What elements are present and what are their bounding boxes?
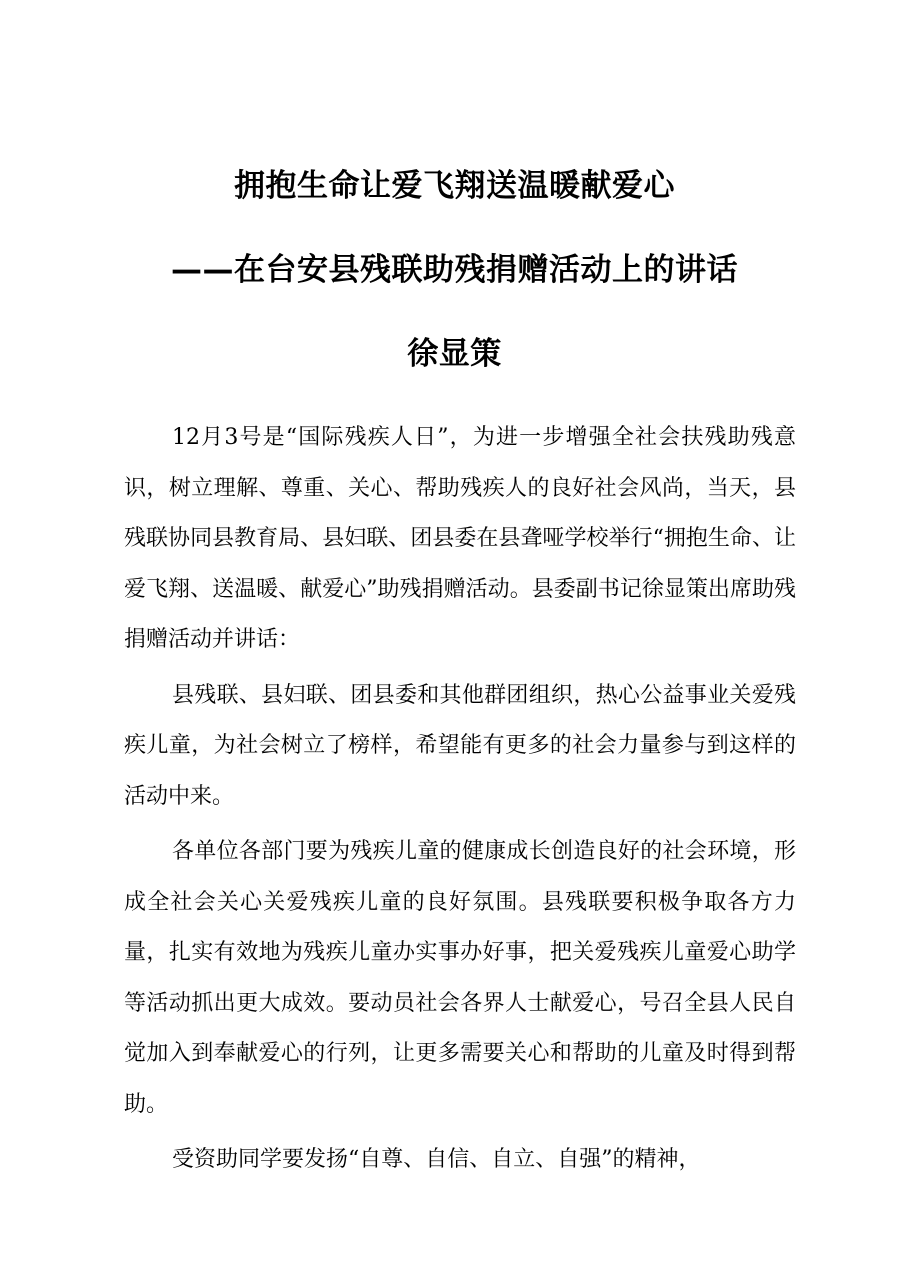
author-name: 徐显策 — [407, 336, 502, 372]
paragraph-4: 受资助同学要发扬“自尊、自信、自立、自强”的精神， — [172, 1147, 701, 1172]
paragraph-2: 县残联、县妇联、团县委和其他群团组织，热心公益事业关爱残疾儿童，为社会树立了榜样，希望能有更多的社会力量参与到这样的活动中来。 — [124, 682, 796, 809]
document-title: 拥抱生命让爱飞翔送温暖献爱心 — [234, 168, 675, 204]
paragraph-1: 12月3号是“国际残疾人日”，为进一步增强全社会扶残助残意识，树立理解、尊重、关心、帮助残疾人的良好社会风尚，当天，县残联协同县教育局、县妇联、团县委在县聋哑学校举行“拥抱生命、让爱飞翔、送温暖、献爱心”助残捐赠活动。县委副书记徐显策出席助残捐赠活动并讲话： — [124, 425, 796, 652]
paragraph-3: 各单位各部门要为残疾儿童的健康成长创造良好的社会环境，形成全社会关心关爱残疾儿童的良好氛围。县残联要积极争取各方力量，扎实有效地为残疾儿童办实事办好事，把关爱残疾儿童爱心助学等活动抓出更大成效。要动员社会各界人士献爱心，号召全县人民自觉加入到奉献爱心的行列，让更多需要关心和帮助的儿童及时得到帮助。 — [124, 839, 796, 1117]
document-subtitle: ——在台安县残联助残捐赠活动上的讲话 — [171, 252, 738, 288]
document-body — [124, 413, 796, 1186]
